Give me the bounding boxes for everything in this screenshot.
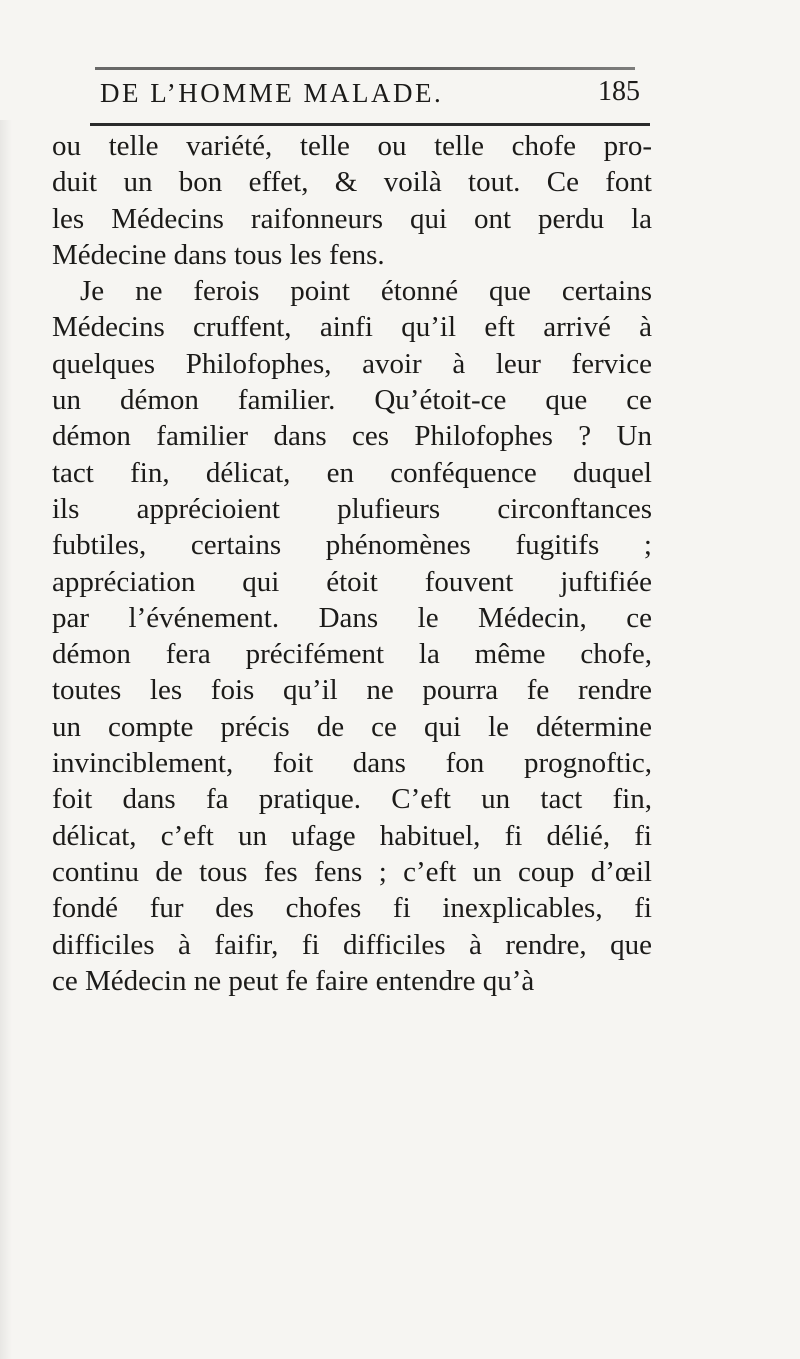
text-line: Médecins cruffent, ainfi qu’il eft arrivé à (52, 311, 652, 344)
text-line: ou telle variété, telle ou telle chofe pro- (52, 130, 652, 162)
page-header (100, 74, 640, 118)
text-line: un compte précis de ce qui le détermine (52, 710, 652, 743)
text-line: démon fera précifément la même chofe, (52, 638, 652, 671)
page-edge-shadow (0, 120, 12, 1359)
text-line: continu de tous fes fens ; c’eft un coup d’œil (52, 855, 652, 888)
text-line: Médecine dans tous les fens. (52, 238, 385, 271)
text-line: ils apprécioient plufieurs circonftances (52, 492, 652, 525)
header-rule (90, 123, 650, 126)
text-line: un démon familier. Qu’étoit-ce que ce (52, 384, 652, 417)
text-line: foit dans fa pratique. C’eft un tact fin, (52, 783, 652, 816)
text-line: fondé fur des chofes fi inexplicables, fi (52, 892, 652, 925)
text-line: invinciblement, foit dans fon prognoftic, (52, 747, 652, 780)
text-line: délicat, c’eft un ufage habituel, fi délié, fi (52, 819, 652, 852)
text-line: quelques Philofophes, avoir à leur fervice (52, 347, 652, 380)
text-line: par l’événement. Dans le Médecin, ce (52, 601, 652, 634)
text-line: toutes les fois qu’il ne pourra fe rendre (52, 674, 652, 707)
text-line: Je ne ferois point étonné que certains (80, 275, 652, 308)
text-line: ce Médecin ne peut fe faire entendre qu’à (52, 964, 535, 997)
text-line: les Médecins raifonneurs qui ont perdu la (52, 202, 652, 235)
running-title: DE L’HOMME MALADE. (100, 78, 444, 108)
top-decorative-rule (95, 67, 635, 70)
text-line: démon familier dans ces Philofophes ? Un (52, 420, 652, 453)
body-text (52, 128, 652, 999)
text-line: difficiles à faifir, fi difficiles à rendre, que (52, 928, 652, 961)
text-line: appréciation qui étoit fouvent juftifiée (52, 565, 652, 598)
text-line: tact fin, délicat, en conféquence duquel (52, 456, 652, 489)
text-line: duit un bon effet, & voilà tout. Ce font (52, 166, 652, 199)
page-number: 185 (598, 76, 640, 107)
text-line: fubtiles, certains phénomènes fugitifs ; (52, 529, 652, 562)
